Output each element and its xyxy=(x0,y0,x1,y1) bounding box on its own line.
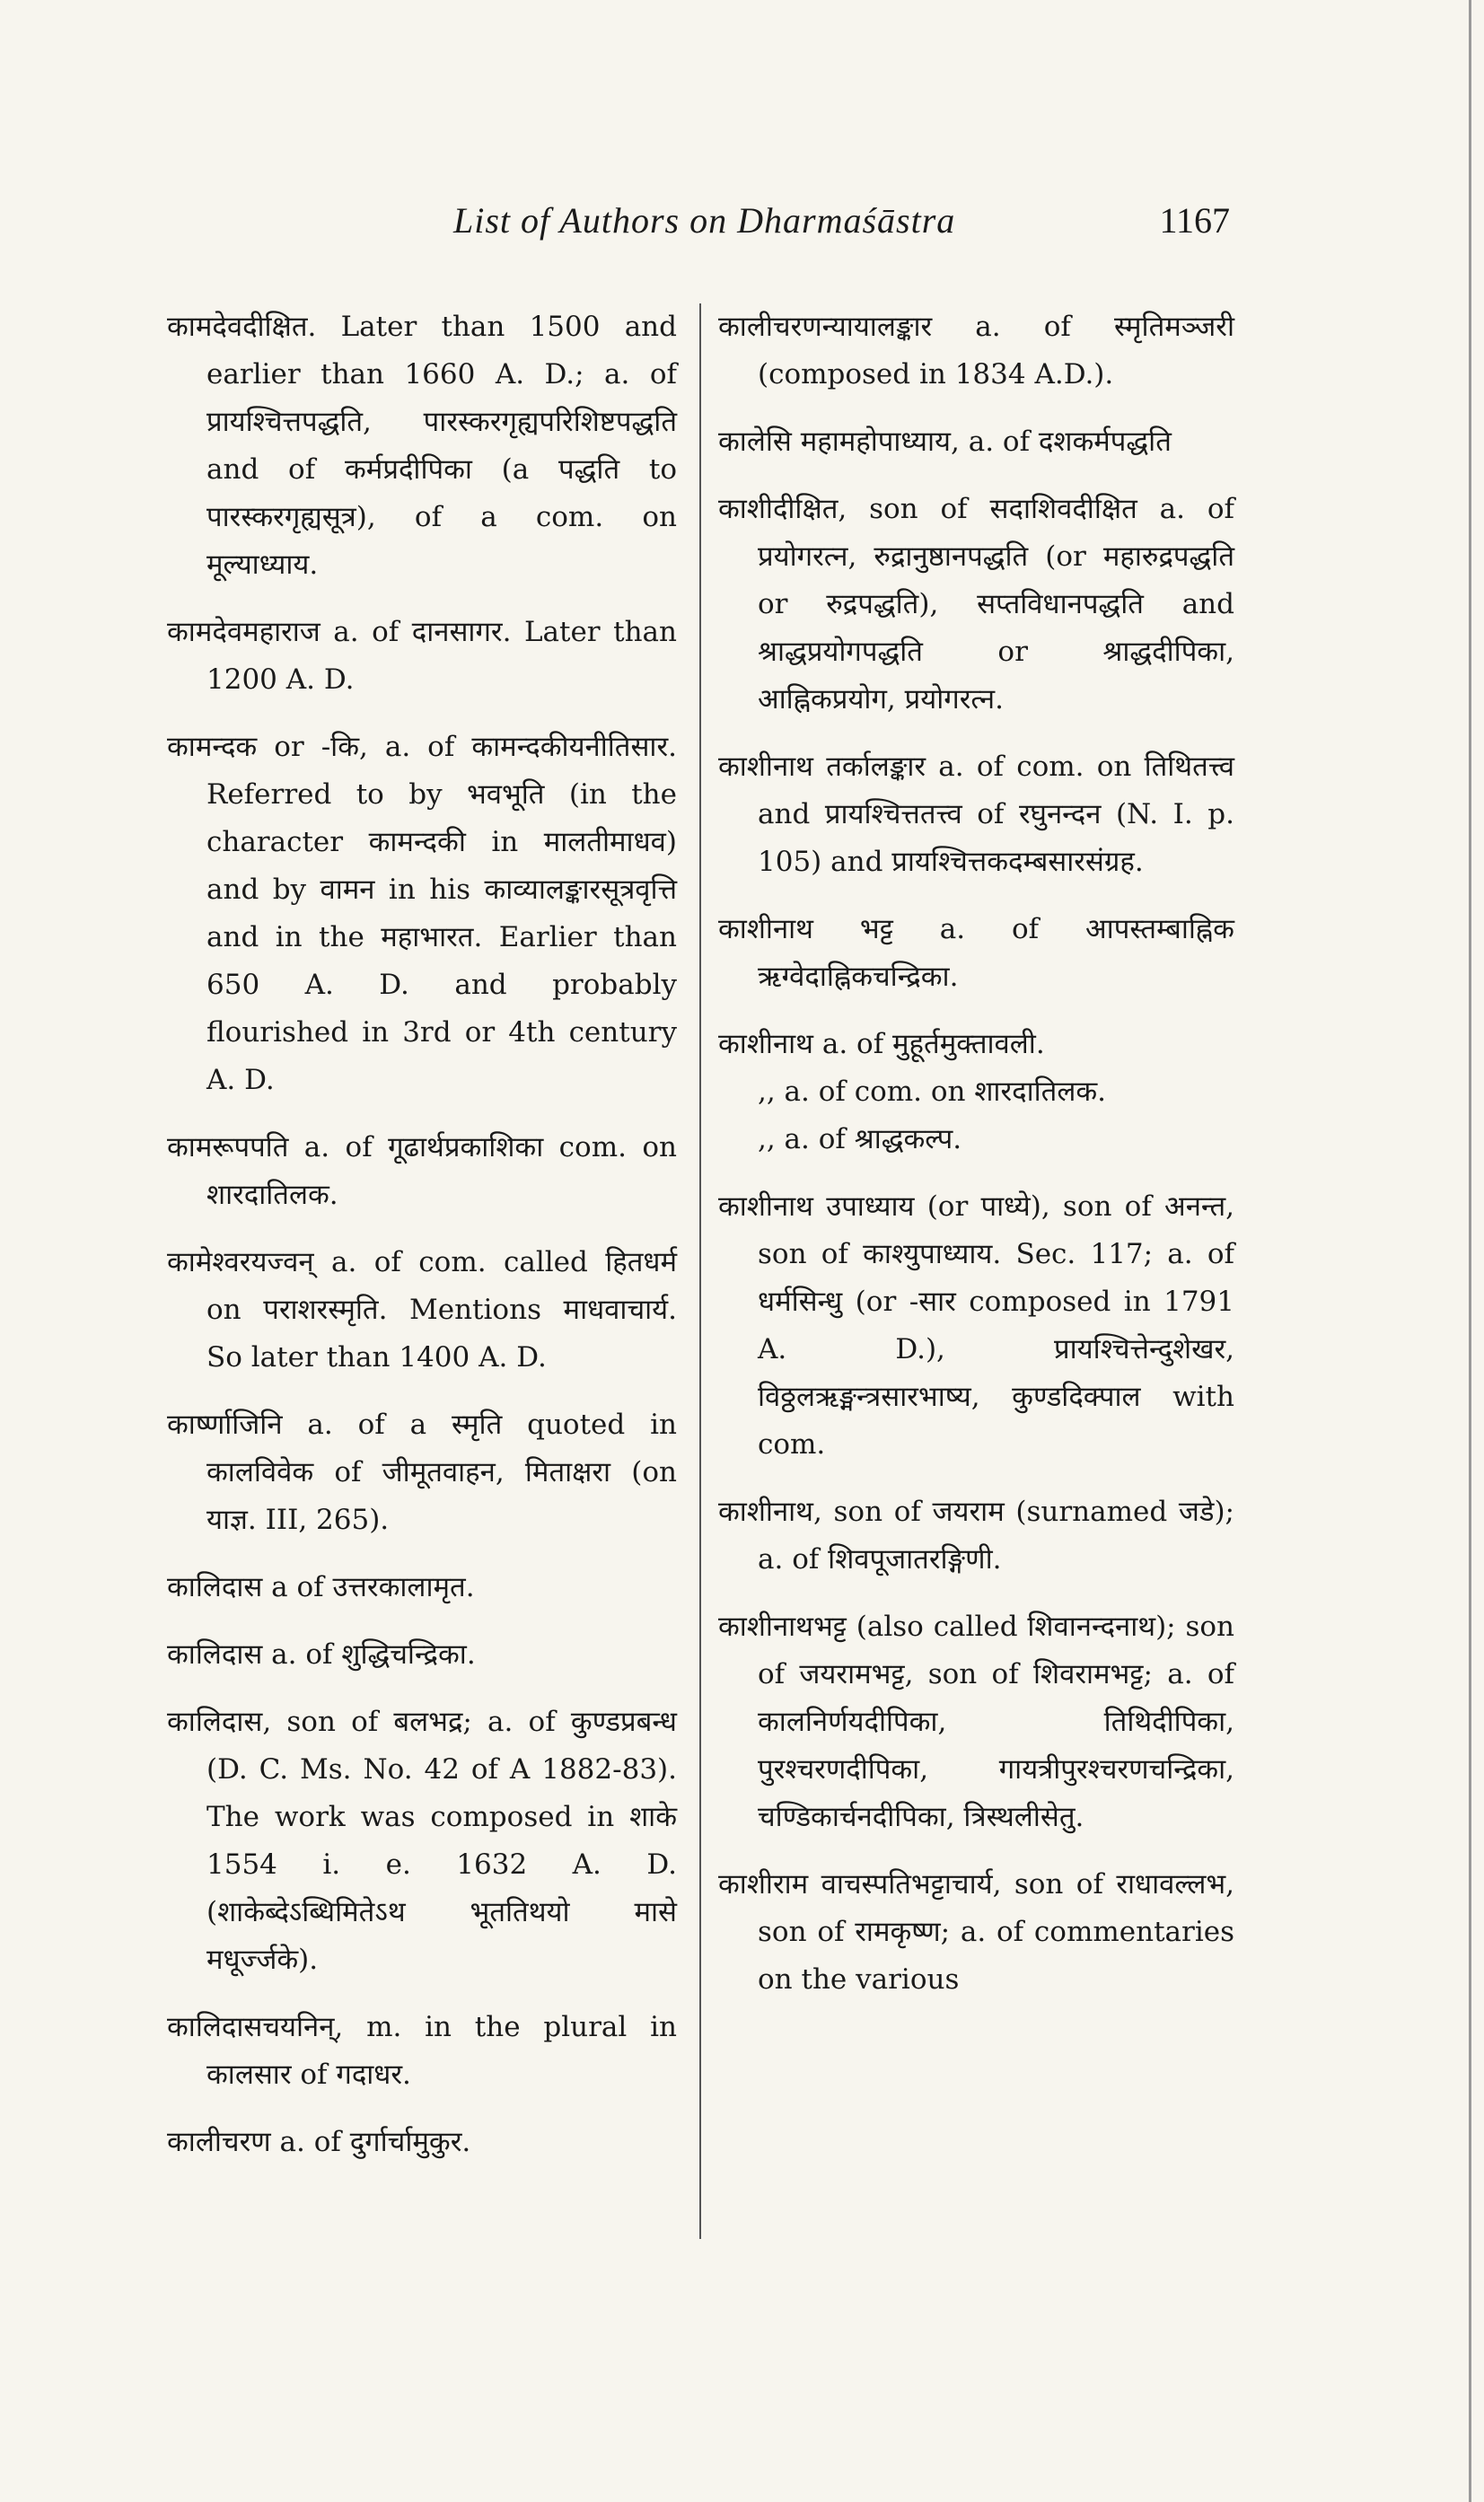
entry-kashinatha-shraddhakalpa: ,, a. of श्राद्धकल्प. xyxy=(758,1123,962,1155)
entry-kashinathabhatta-shivanandanatha: काशीनाथभट्ट (also called शिवानन्दनाथ); son of जयरामभट्ट, son of शिवरामभट्ट; a. of कालनिर्णयदीपिका, तिथिदीपिका, पुरश्चरणदीपिका, गायत्रीपुरश्चरणचन्द्रिका, चण्डिकार्चनदीपिका, त्रिस्थलीसेतु. xyxy=(718,1611,1234,1833)
entry-kamarupapati: कामरूपपति a. of गूढार्थप्रकाशिका com. on शारदातिलक. xyxy=(167,1131,677,1211)
entry-kashinatha-tarkalankara: काशीनाथ तर्कालङ्कार a. of com. on तिथितत्त्व and प्रायश्चित्ततत्त्व of रघुनन्दन (N. I. p. 105) and प्रायश्चित्तकदम्बसारसंग्रह. xyxy=(718,751,1234,878)
column-divider xyxy=(699,303,701,2239)
entry-kameshvarayajvan: कामेश्वरयज्वन् a. of com. called हितधर्म on पराशरस्मृति. Mentions माधवाचार्य. So later than 1400 A. D. xyxy=(167,1246,677,1374)
entry-kashinatha-muhurta: काशीनाथ a. of मुहूर्तमुक्तावली. xyxy=(718,1028,1045,1060)
entry-kamadevadikshita: कामदेवदीक्षित. Later than 1500 and earlier than 1660 A. D.; a. of प्रायश्चित्तपद्धति, पारस्करगृह्यपरिशिष्टपद्धति and of कर्मप्रदीपिका (a पद्धति to पारस्करगृह्यसूत्र), of a com. on मूल्याध्याय. xyxy=(167,311,677,581)
left-column xyxy=(167,303,677,2186)
entry-kalicharananyayalankara: कालीचरणन्यायालङ्कार a. of स्मृतिमञ्जरी (composed in 1834 A.D.). xyxy=(718,311,1234,391)
running-title: List of Authors on Dharmaśāstra xyxy=(453,200,956,241)
entry-kalicharana: कालीचरण a. of दुर्गार्चामुकुर. xyxy=(167,2126,471,2158)
page-number: 1167 xyxy=(1159,200,1230,241)
entry-kashinatha-jayarama: काशीनाथ, son of जयराम (surnamed जडे); a. of शिवपूजातरङ्गिणी. xyxy=(718,1496,1234,1576)
entry-kashinatha-upadhyaya: काशीनाथ उपाध्याय (or पाध्ये), son of अनन्त, son of काश्युपाध्याय. Sec. 117; a. of धर्मसिन्धु (or -सार composed in 1791 A. D.), प्रायश्चित्तेन्दुशेखर, विठ्ठलऋङ्मन्त्रसारभाष्य, कुण्डदिक्पाल with com. xyxy=(718,1190,1234,1461)
entry-kalidasa-uttarakalamrta: कालिदास a of उत्तरकालामृत. xyxy=(167,1571,475,1603)
entry-kamadevamaharaja: कामदेवमहाराज a. of दानसागर. Later than 1200 A. D. xyxy=(167,616,677,696)
entry-kashinatha-bhatta: काशीनाथ भट्ट a. of आपस्तम्बाह्निक ऋग्वेदाह्निकचन्द्रिका. xyxy=(718,913,1234,993)
entry-kalidasa-shuddhichandrika: कालिदास a. of शुद्धिचन्द्रिका. xyxy=(167,1638,476,1671)
right-column xyxy=(718,303,1234,2024)
entry-kamandaka: कामन्दक or -कि, a. of कामन्दकीयनीतिसार. Referred to by भवभूति (in the character कामन्दकी in मालतीमाधव) and by वामन in his काव्यालङ्कारसूत्रवृत्ति and in the महाभारत. Earlier than 650 A. D. and probably flourished in 3rd or 4th century A. D. xyxy=(167,731,677,1096)
entry-kalesi: कालेसि महामहोपाध्याय, a. of दशकर्मपद्धति xyxy=(718,426,1172,458)
entry-kalidasachayanin: कालिदासचयनिन्, m. in the plural in कालसार of गदाधर. xyxy=(167,2011,677,2091)
entry-kashirama-vachaspati: काशीराम वाचस्पतिभट्टाचार्य, son of राधावल्लभ, son of रामकृष्ण; a. of commentaries on the various xyxy=(718,1868,1234,1996)
page-edge xyxy=(1469,0,1471,2502)
entry-karshnajini: कार्ष्णाजिनि a. of a स्मृति quoted in कालविवेक of जीमूतवाहन, मिताक्षरा (on याज्ञ. III, 265). xyxy=(167,1409,677,1536)
entry-kashidikshita: काशीदीक्षित, son of सदाशिवदीक्षित a. of प्रयोगरत्न, रुद्रानुष्ठानपद्धति (or महारुद्रपद्धति or रुद्रपद्धति), सप्तविधानपद्धति and श्राद्धप्रयोगपद्धति or श्राद्धदीपिका, आह्निकप्रयोग, प्रयोगरत्न. xyxy=(718,493,1234,715)
entry-kashinatha-sharadatilaka: ,, a. of com. on शारदातिलक. xyxy=(758,1075,1107,1108)
page-header xyxy=(171,199,1230,262)
entry-kalidasa-kundaprabandha: कालिदास, son of बलभद्र; a. of कुण्डप्रबन्ध (D. C. Ms. No. 42 of A 1882-83). The work was composed in शाके 1554 i. e. 1632 A. D. (शाकेब्देऽब्धिमितेऽथ भूततिथयो मासे मधूर्ज्जके). xyxy=(167,1706,677,1976)
